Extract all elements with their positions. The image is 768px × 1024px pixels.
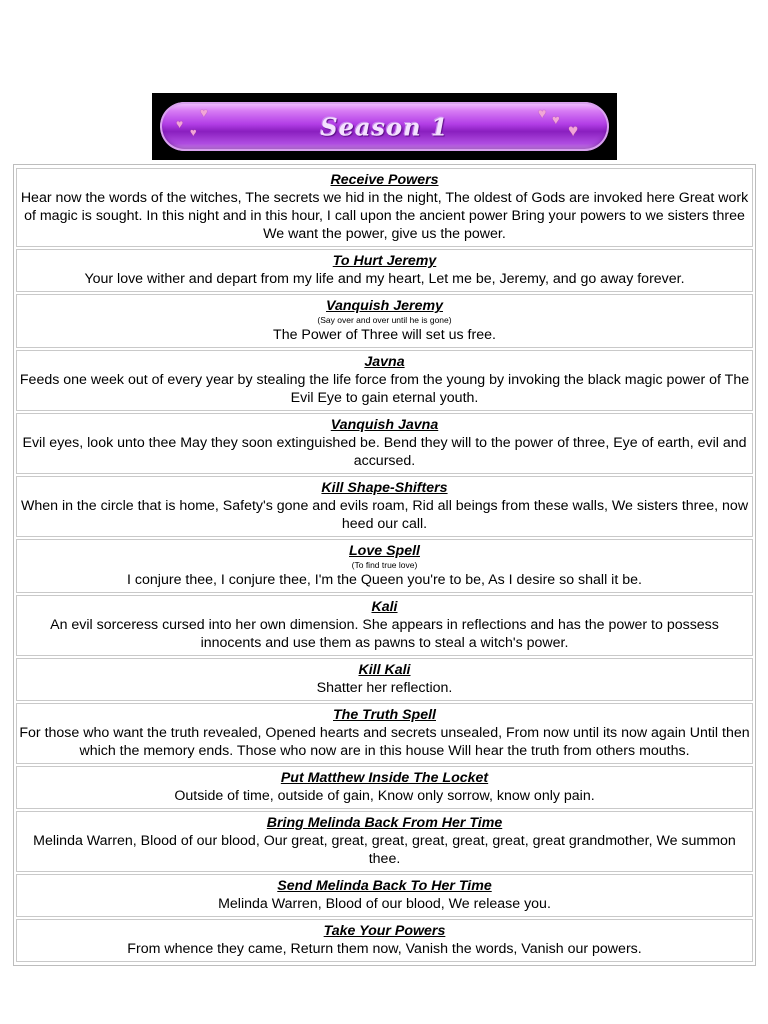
spell-row [16, 658, 753, 701]
spell-text: Feeds one week out of every year by stealing the life force from the young by invoking the black magic power of The Evil Eye to gain eternal youth. [19, 372, 750, 406]
spell-text: When in the circle that is home, Safety's gone and evils roam, Rid all beings from these walls, We sisters three, now heed our call. [20, 498, 749, 532]
spell-title: Vanquish Javna [330, 417, 439, 433]
heart-icon: ♥ [190, 127, 197, 139]
spell-title: Put Matthew Inside The Locket [280, 770, 489, 786]
spell-text: Melinda Warren, Blood of our blood, We release you. [218, 896, 551, 912]
spell-row [16, 168, 753, 247]
spell-row [16, 539, 753, 593]
spell-title: To Hurt Jeremy [332, 253, 437, 269]
spell-row [16, 350, 753, 411]
spell-text: Shatter her reflection. [316, 680, 453, 696]
spell-row [16, 476, 753, 537]
spell-text: For those who want the truth revealed, Opened hearts and secrets unsealed, From now until its now again Until then which the memory ends. Those who now are in this house Will hear the truth from others mouths. [19, 725, 750, 759]
heart-icon: ♥ [552, 112, 560, 127]
spell-row [16, 919, 753, 962]
spell-row [16, 703, 753, 764]
spell-row [16, 811, 753, 872]
banner-pill [160, 102, 609, 151]
spell-row [16, 595, 753, 656]
spell-row [16, 766, 753, 809]
spell-text: Your love wither and depart from my life and my heart, Let me be, Jeremy, and go away forever. [84, 271, 685, 287]
spell-title: Take Your Powers [323, 923, 446, 939]
spell-row [16, 413, 753, 474]
spell-text: I conjure thee, I conjure thee, I'm the Queen you're to be, As I desire so shall it be. [127, 572, 642, 588]
spell-title: Javna [364, 354, 405, 370]
banner-title: Season 1 [320, 112, 449, 141]
spell-title: Bring Melinda Back From Her Time [266, 815, 503, 831]
spell-text: Hear now the words of the witches, The secrets we hid in the night, The oldest of Gods are invoked here Great work of magic is sought. In this night and in this hour, I call upon the ancient power Bring your powers to we sisters three We want the power, give us the power. [20, 190, 749, 242]
spell-note: (To find true love) [351, 560, 418, 570]
spell-text: Melinda Warren, Blood of our blood, Our great, great, great, great, great, great, great grandmother, We summon thee. [33, 833, 736, 867]
spell-title: Kali [371, 599, 398, 615]
spell-title: Send Melinda Back To Her Time [277, 878, 492, 894]
spell-row [16, 874, 753, 917]
heart-icon: ♥ [200, 105, 208, 120]
spell-table [13, 164, 756, 966]
spell-title: Kill Kali [358, 662, 411, 678]
spell-text: Evil eyes, look unto thee May they soon extinguished be. Bend they will to the power of three, Eye of earth, evil and accursed. [22, 435, 747, 469]
season-banner [152, 93, 617, 160]
spell-text: Outside of time, outside of gain, Know only sorrow, know only pain. [174, 788, 595, 804]
spell-note: (Say over and over until he is gone) [317, 315, 452, 325]
spell-title: Receive Powers [330, 172, 439, 188]
heart-icon: ♥ [176, 117, 184, 131]
spell-row [16, 249, 753, 292]
spell-text: From whence they came, Return them now, Vanish the words, Vanish our powers. [127, 941, 642, 957]
spell-text: An evil sorceress cursed into her own dimension. She appears in reflections and has the power to possess innocents and use them as pawns to steal a witch's power. [50, 617, 719, 651]
spell-title: Vanquish Jeremy [326, 298, 443, 314]
spell-title: Love Spell [349, 543, 420, 559]
spell-row [16, 294, 753, 348]
spell-title: Kill Shape-Shifters [321, 480, 448, 496]
heart-icon: ♥ [538, 105, 547, 121]
spell-text: The Power of Three will set us free. [273, 327, 496, 343]
heart-icon: ♥ [568, 121, 579, 140]
spell-title: The Truth Spell [333, 707, 436, 723]
